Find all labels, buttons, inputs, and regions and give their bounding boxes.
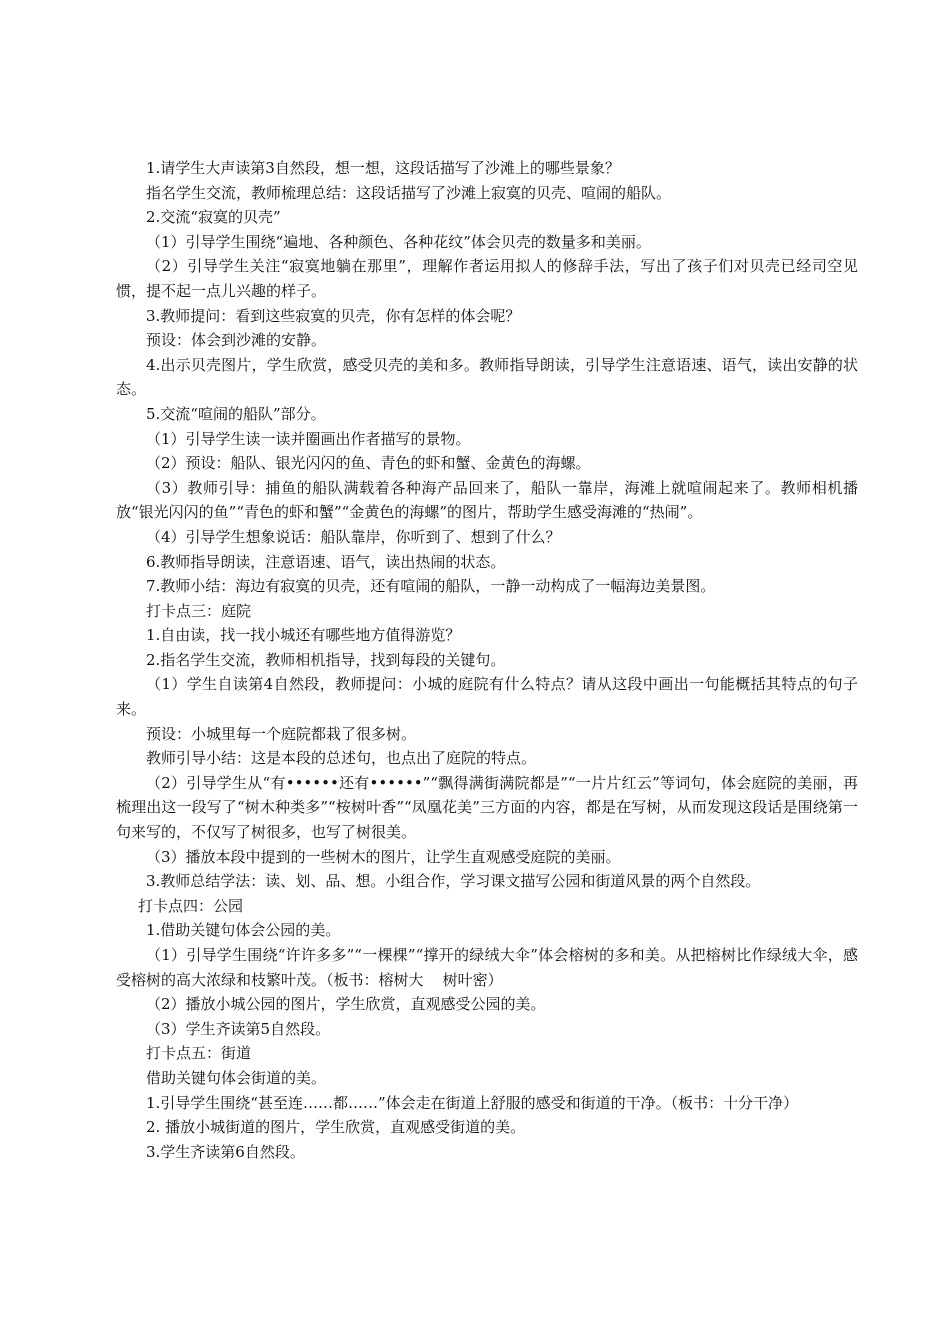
- paragraph: （3）教师引导：捕鱼的船队满载着各种海产品回来了，船队一靠岸，海滩上就喧闹起来了。教师相机播放“银光闪闪的鱼”“青色的虾和蟹”“金黄色的海螺”的图片，帮助学生感受海滩的“热闹”。: [116, 478, 858, 522]
- paragraph: 借助关键句体会街道的美。: [146, 1068, 327, 1087]
- paragraph: 3.学生齐读第6自然段。: [146, 1142, 305, 1161]
- paragraph: 教师引导小结：这是本段的总述句，也点出了庭院的特点。: [146, 749, 537, 768]
- paragraph: （2）引导学生关注“寂寞地躺在那里”，理解作者运用拟人的修辞手法，写出了孩子们对贝壳已经司空见惯，提不起一点儿兴趣的样子。: [116, 257, 858, 300]
- paragraph: 预设：小城里每一个庭院都栽了很多树。: [146, 724, 417, 743]
- paragraph: 4.出示贝壳图片，学生欣赏，感受贝壳的美和多。教师指导朗读，引导学生注意语速、语气，读出安静的状态。: [116, 355, 858, 399]
- paragraph: （1）引导学生围绕“遍地、各种颜色、各种花纹”体会贝壳的数量多和美丽。: [146, 232, 651, 251]
- paragraph: 5.交流“喧闹的船队”部分。: [146, 404, 326, 423]
- paragraph: 1.自由读，找一找小城还有哪些地方值得游览？: [146, 626, 461, 645]
- paragraph: （4）引导学生想象说话：船队靠岸，你听到了、想到了什么？: [146, 527, 561, 546]
- paragraph: （1）学生自读第4自然段，教师提问：小城的庭院有什么特点？请从这段中画出一句能概括其特点的句子来。: [116, 675, 858, 719]
- paragraph: 3.教师总结学法：读、划、品、想。小组合作，学习课文描写公园和街道风景的两个自然段。: [146, 872, 761, 891]
- paragraph: 2.指名学生交流，教师相机指导，找到每段的关键句。: [146, 650, 506, 669]
- paragraph: 2.交流“寂寞的贝壳”: [146, 208, 281, 227]
- paragraph: （1）引导学生围绕“许许多多”“一棵棵”“撑开的绿绒大伞”体会榕树的多和美。从把榕树比作绿绒大伞，感受榕树的高大浓绿和枝繁叶茂。（板书：榕树大 树叶密）: [116, 946, 858, 989]
- paragraph: 6.教师指导朗读，注意语速、语气，读出热闹的状态。: [146, 552, 506, 571]
- paragraph: 3.教师提问：看到这些寂寞的贝壳，你有怎样的体会呢？: [146, 306, 521, 325]
- paragraph: 预设：体会到沙滩的安静。: [146, 331, 327, 350]
- paragraph: （3）播放本段中提到的一些树木的图片，让学生直观感受庭院的美丽。: [146, 847, 621, 866]
- paragraph: （1）引导学生读一读并圈画出作者描写的景物。: [146, 429, 471, 448]
- paragraph: （2）播放小城公园的图片，学生欣赏，直观感受公园的美。: [146, 995, 546, 1014]
- paragraph: 指名学生交流，教师梳理总结：这段话描写了沙滩上寂寞的贝壳、喧闹的船队。: [146, 183, 672, 202]
- section-heading: 打卡点三：庭院: [146, 601, 252, 620]
- paragraph: （2）引导学生从“有••••••还有••••••”“飘得满街满院都是”“一片片红云”等词句，体会庭院的美丽，再梳理出这一段写了“树木种类多”“桉树叶香”“凤凰花美”三方面的内容，都是在写树，从而发现这段话是围绕第一句来写的，不仅写了树很多，也写了树很美。: [116, 773, 858, 842]
- document-page: [116, 156, 858, 1164]
- section-heading: 打卡点五：街道: [146, 1044, 252, 1063]
- section-heading: 打卡点四：公园: [138, 896, 244, 915]
- paragraph: 2. 播放小城街道的图片，学生欣赏，直观感受街道的美。: [146, 1118, 526, 1137]
- paragraph: （3）学生齐读第5自然段。: [146, 1019, 331, 1038]
- paragraph: 1.引导学生围绕“甚至连……都……”体会走在街道上舒服的感受和街道的干净。（板书：十分干净）: [146, 1093, 799, 1112]
- paragraph: （2）预设：船队、银光闪闪的鱼、青色的虾和蟹、金黄色的海螺。: [146, 454, 591, 473]
- paragraph: 7.教师小结：海边有寂寞的贝壳，还有喧闹的船队，一静一动构成了一幅海边美景图。: [146, 577, 716, 596]
- paragraph: 1.请学生大声读第3自然段，想一想，这段话描写了沙滩上的哪些景象？: [146, 159, 620, 177]
- paragraph: 1.借助关键句体会公园的美。: [146, 921, 341, 940]
